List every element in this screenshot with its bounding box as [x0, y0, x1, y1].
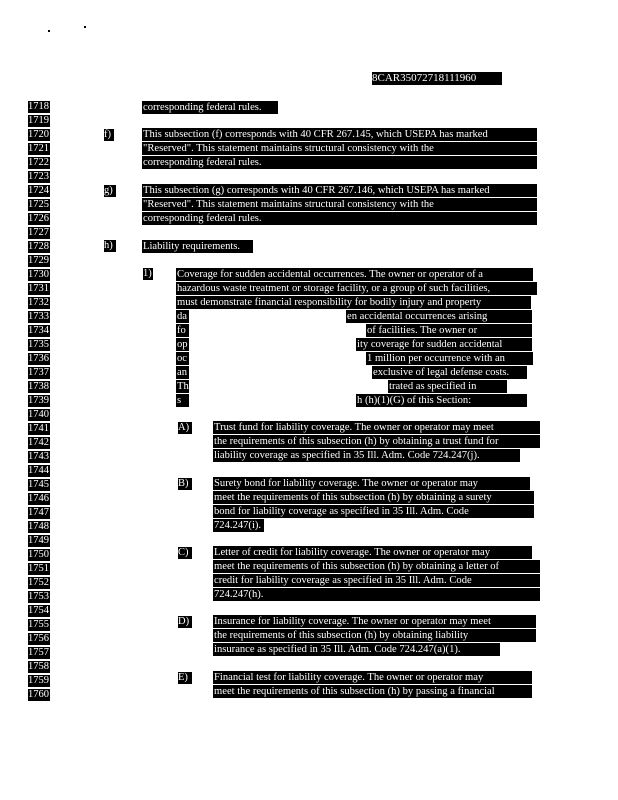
line-number: 1751	[28, 563, 49, 574]
line-number: 1731	[28, 283, 49, 294]
item-label-C: C)	[178, 547, 192, 559]
text-line: op	[177, 339, 188, 350]
text-line: Insurance for liability coverage. The owner or operator may meet	[213, 615, 536, 628]
text-line: This subsection (f) corresponds with 40 CFR 267.145, which USEPA has marked	[142, 128, 537, 141]
text-line: hazardous waste treatment or storage facility, or a group of such facilities,	[176, 282, 537, 295]
text-line: insurance as specified in 35 Ill. Adm. Code 724.247(a)(1).	[213, 643, 500, 656]
text-line: 1 million per occurrence with an	[366, 352, 533, 365]
line-number: 1729	[28, 255, 49, 266]
text-line: of facilities. The owner or	[366, 324, 532, 337]
line-number: 1745	[28, 479, 49, 490]
text-line: fo	[176, 324, 189, 337]
line-number: 1727	[28, 227, 49, 238]
text-line: Liability requirements.	[142, 240, 253, 253]
line-number: 1737	[28, 367, 49, 378]
item-label-E: E)	[178, 672, 192, 684]
paragraph-label-1: 1)	[143, 268, 152, 279]
line-number: 1758	[28, 661, 49, 672]
text-line: corresponding federal rules.	[142, 156, 537, 169]
line-number: 1724	[28, 185, 49, 196]
line-number: 1736	[28, 353, 49, 364]
text-line: Letter of credit for liability coverage. The owner or operator may	[213, 546, 532, 559]
text-line: corresponding federal rules.	[142, 101, 278, 114]
line-number: 1750	[28, 549, 49, 560]
line-number: 1742	[28, 437, 49, 448]
line-number: 1749	[28, 535, 49, 546]
text-line: oc	[177, 353, 187, 364]
text-line: Surety bond for liability coverage. The owner or operator may	[213, 477, 530, 490]
text-line: en accidental occurrences arising	[346, 310, 532, 323]
text-line: da	[177, 311, 187, 322]
text-line: ity coverage for sudden accidental	[356, 338, 532, 351]
line-number: 1754	[28, 605, 49, 616]
line-number: 1718	[28, 101, 49, 112]
item-label-D: D)	[178, 616, 192, 628]
line-number: 1721	[28, 143, 49, 154]
line-number: 1735	[28, 339, 49, 350]
line-number: 1747	[28, 507, 49, 518]
text-line: "Reserved". This statement maintains structural consistency with the	[142, 142, 537, 155]
line-number: 1755	[28, 619, 49, 630]
line-number: 1720	[28, 129, 49, 140]
text-line: 724.247(h).	[213, 588, 540, 601]
text-line: Th	[177, 381, 189, 392]
line-number: 1748	[28, 521, 49, 532]
line-number: 1730	[28, 269, 49, 280]
text-line: liability coverage as specified in 35 Ill. Adm. Code 724.247(j).	[213, 449, 520, 462]
text-line: must demonstrate financial responsibility for bodily injury and property	[176, 296, 531, 309]
item-label-A: A)	[178, 422, 192, 434]
text-line: trated as specified in	[388, 380, 507, 393]
document-id: 8CAR35072718111960	[372, 72, 502, 85]
line-number: 1722	[28, 157, 49, 168]
text-line: "Reserved". This statement maintains structural consistency with the	[142, 198, 537, 211]
line-number: 1728	[28, 241, 49, 252]
line-number: 1733	[28, 311, 49, 322]
text-line: Financial test for liability coverage. The owner or operator may	[213, 671, 532, 684]
text-line: bond for liability coverage as specified in 35 Ill. Adm. Code	[213, 505, 534, 518]
text-line: exclusive of legal defense costs.	[372, 366, 527, 379]
text-line: Trust fund for liability coverage. The owner or operator may meet	[213, 421, 540, 434]
text-line: an	[177, 367, 187, 378]
line-number: 1725	[28, 199, 49, 210]
line-number: 1759	[28, 675, 49, 686]
line-number: 1740	[28, 409, 49, 420]
line-number: 1723	[28, 171, 49, 182]
text-line: the requirements of this subsection (h) by obtaining a trust fund for	[213, 435, 540, 448]
text-line: This subsection (g) corresponds with 40 CFR 267.146, which USEPA has marked	[142, 184, 537, 197]
text-line: credit for liability coverage as specified in 35 Ill. Adm. Code	[213, 574, 540, 587]
line-number: 1741	[28, 423, 49, 434]
line-number: 1746	[28, 493, 49, 504]
text-line: meet the requirements of this subsection (h) by obtaining a surety	[213, 491, 534, 504]
line-number: 1726	[28, 213, 49, 224]
line-number: 1752	[28, 577, 49, 588]
line-number: 1734	[28, 325, 49, 336]
line-number: 1743	[28, 451, 49, 462]
scan-speck	[84, 26, 86, 28]
subsection-label-g: g)	[104, 185, 116, 197]
subsection-label-f: f)	[104, 129, 114, 141]
text-line: s	[176, 394, 189, 407]
line-number: 1744	[28, 465, 49, 476]
text-line: corresponding federal rules.	[142, 212, 537, 225]
text-line: 724.247(i).	[213, 519, 264, 532]
subsection-label-h: h)	[104, 240, 116, 252]
item-label-B: B)	[178, 478, 192, 490]
text-line: meet the requirements of this subsection (h) by passing a financial	[213, 685, 532, 698]
line-number: 1738	[28, 381, 49, 392]
line-number: 1756	[28, 633, 49, 644]
line-number: 1753	[28, 591, 49, 602]
text-line: Coverage for sudden accidental occurrences. The owner or operator of a	[176, 268, 533, 281]
text-line: h (h)(1)(G) of this Section:	[356, 394, 527, 407]
line-number: 1719	[28, 115, 49, 126]
text-line: meet the requirements of this subsection (h) by obtaining a letter of	[213, 560, 540, 573]
text-line: the requirements of this subsection (h) by obtaining liability	[213, 629, 536, 642]
line-number: 1757	[28, 647, 49, 658]
scan-speck	[48, 30, 50, 32]
line-number: 1732	[28, 297, 49, 308]
line-number: 1760	[28, 689, 49, 700]
line-number: 1739	[28, 395, 49, 406]
